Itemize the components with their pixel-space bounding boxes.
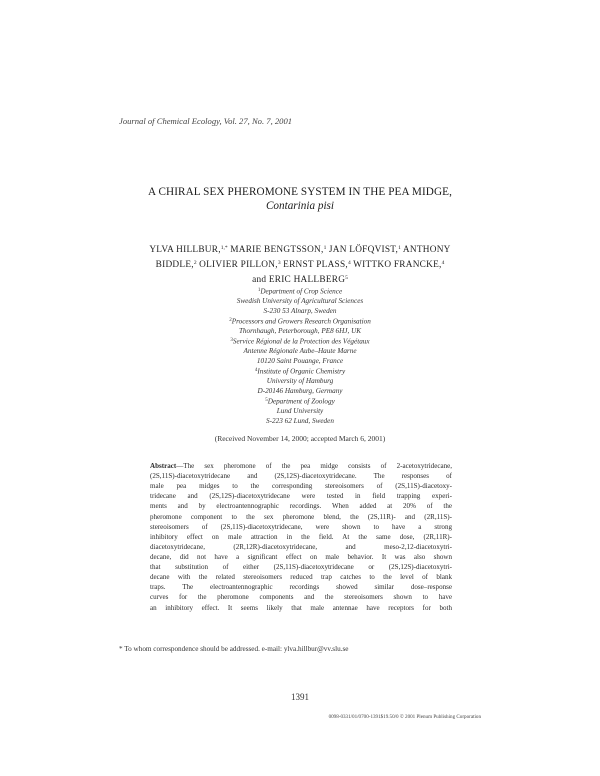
author-name: and ERIC HALLBERG [252, 275, 346, 285]
affiliation-3 [150, 336, 450, 367]
affiliation-line: D-20146 Hamburg, Germany [257, 386, 343, 395]
abstract-line [150, 461, 452, 471]
affiliation-line: 10120 Saint Pouange, France [256, 356, 344, 365]
abstract-line: decane with the related stereoisomers reduced trap catches to the level of blank [150, 573, 452, 582]
author-name: BIDDLE, [155, 260, 194, 270]
affiliation-line: S-230 53 Alnarp, Sweden [263, 306, 337, 315]
author-name: ANTHONY [400, 245, 451, 255]
affiliation-line: University of Hamburg [266, 377, 334, 386]
abstract-line: an inhibitory effect. It seems likely that male antennae have receptors for both [150, 603, 452, 612]
author-affil-mark: 3 [277, 260, 281, 266]
author-name: MARIE BENGTSSON, [227, 245, 324, 255]
author-name: ERNST PLASS, [280, 260, 348, 270]
abstract-line: ments and by electroantennographic recordings. When added at 20% of the [150, 502, 452, 511]
author-affil-mark: 1,* [220, 245, 228, 251]
affiliation-5 [150, 396, 450, 427]
affiliation-line: Lund University [276, 407, 324, 416]
abstract-line: pheromone component to the sex pheromone blend, the (2S,11R)- and (2R,11S)- [150, 512, 452, 521]
author-line-3 [110, 272, 490, 287]
affiliation-line: S-223 62 Lund, Sweden [266, 416, 334, 425]
author-line-2 [110, 257, 490, 272]
abstract-heading: Abstract [150, 462, 177, 470]
affiliation-number: 3 [230, 338, 233, 343]
abstract-line: tridecane and (2S,12S)-diacetoxytridecane were tested in field trapping experi- [150, 492, 452, 501]
author-line-1 [110, 242, 490, 257]
abstract-line: traps. The electroantennographic recordings showed similar dose–response [150, 583, 452, 592]
author-affil-mark: 5 [345, 275, 348, 281]
affiliation-line: Institute of Organic Chemistry [257, 367, 346, 376]
article-title: A CHIRAL SEX PHEROMONE SYSTEM IN THE PEA MIDGE, [148, 186, 452, 198]
affiliation-line: Antenne Régionale Aube–Haute Marne [243, 347, 357, 356]
affiliation-line: Thornhaugh, Peterborough, PE8 6HJ, UK [238, 327, 362, 336]
abstract-line: (2S,11S)-diacetoxytridecane and (2S,12S)-diacetoxytridecane. The responses of [150, 472, 452, 481]
affiliation-line: Department of Zoology [267, 397, 335, 406]
author-name: WITTKO FRANCKE, [350, 260, 442, 270]
affiliation-4 [150, 366, 450, 397]
copyright-line: 0098-0331/01/0700-1391$19.50/0 © 2001 Plenum Publishing Corporation [328, 714, 481, 720]
abstract-line: stereoisomers of (2S,11S)-diacetoxytridecane, were shown to have a strong [150, 522, 452, 531]
affiliation-number: 1 [257, 288, 261, 293]
author-list [110, 242, 490, 287]
affiliation-line: Department of Crop Science [260, 287, 343, 296]
affiliation-line: Service Régional de la Protection des Végétaux [232, 337, 370, 346]
affiliation-line: Swedish University of Agricultural Sciences [236, 297, 364, 306]
author-affil-mark: 1 [323, 245, 327, 251]
affiliation-number: 4 [254, 368, 258, 373]
author-name: JAN LÖFQVIST, [326, 245, 399, 255]
author-affil-mark: 4 [441, 260, 445, 266]
author-name: YLVA HILLBUR, [149, 245, 221, 255]
abstract [150, 461, 452, 613]
abstract-line: decane, did not have a significant effect on male behavior. It was also shown [150, 552, 452, 561]
abstract-line: curves for the pheromone components and the stereoisomers shown to have [150, 593, 452, 602]
author-affil-mark: 1 [398, 245, 401, 251]
author-name: OLIVIER PILLON, [196, 260, 278, 270]
abstract-line: that substitution of either (2S,11S)-diacetoxytridecane or (2S,12S)-diacetoxytri- [150, 563, 452, 572]
affiliation-number: 5 [265, 398, 268, 403]
affiliation-number: 2 [229, 318, 232, 323]
received-dates: (Received November 14, 2000; accepted March 6, 2001) [214, 434, 386, 443]
abstract-line: diacetoxytridecane, (2R,12R)-diacetoxytridecane, and meso-2,12-diacetoxytri- [150, 542, 452, 551]
affiliation-line: Processors and Growers Research Organisation [231, 317, 371, 326]
affiliation-1 [150, 286, 450, 317]
abstract-text: —The sex pheromone of the pea midge consists of 2-acetoxytridecane, [176, 462, 452, 470]
author-affil-mark: 4 [347, 260, 351, 266]
page-number: 1391 [291, 692, 309, 702]
correspondence-footnote: * To whom correspondence should be addressed. e-mail: ylva.hillbur@vv.slu.se [119, 645, 349, 653]
affiliation-2 [150, 316, 450, 337]
author-affil-mark: 2 [193, 260, 197, 266]
journal-citation: Journal of Chemical Ecology, Vol. 27, No. 7, 2001 [119, 116, 293, 126]
abstract-line: male pea midges to the corresponding stereoisomers of (2S,11S)-diacetoxy- [150, 482, 452, 491]
abstract-line: inhibitory effect on male attraction in the field. At the same dose, (2R,11R)- [150, 532, 452, 541]
article-subtitle-species: Contarinia pisi [265, 200, 335, 212]
